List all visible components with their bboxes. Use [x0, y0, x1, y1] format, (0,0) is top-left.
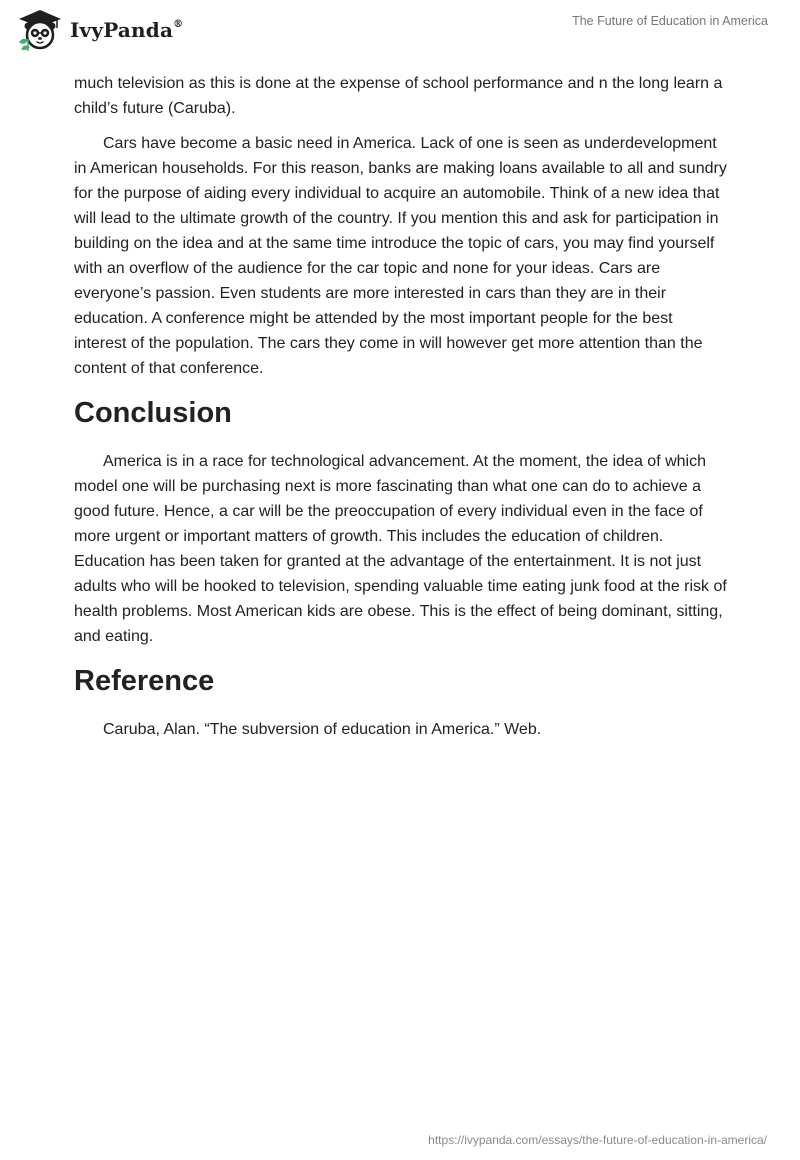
heading-conclusion: Conclusion	[74, 397, 232, 429]
page-header	[0, 0, 800, 66]
paragraph-conclusion: America is in a race for technological advancement. At the moment, the idea of which model one will be purchasing next is more fascinating than what one can do to achieve a good future. Hence, a car will be the preoccupation of every individual even in the face of more urgent or important matters of growth. This includes the education of children. Education has been taken for granted at the advantage of the entertainment. It is not just adults who will be hooked to television, spending valuable time eating junk food at the risk of health problems. Most American kids are obese. This is the effect of being dominant, sitting, and eating.	[74, 453, 727, 645]
heading-reference: Reference	[74, 665, 215, 697]
brand-name: IvyPanda®	[70, 18, 184, 42]
registered-mark: ®	[173, 19, 184, 31]
running-title: The Future of Education in America	[572, 14, 768, 28]
ivypanda-logo[interactable]	[16, 8, 183, 52]
essay-body	[74, 71, 728, 752]
source-url-link[interactable]: https://ivypanda.com/essays/the-future-of-education-in-america/	[428, 1133, 767, 1147]
reference-entry: Caruba, Alan. “The subversion of education in America.” Web.	[103, 721, 542, 738]
panda-logo-icon	[16, 8, 64, 52]
paragraph-continued: much television as this is done at the expense of school performance and n the long learn a child’s future (Caruba).	[74, 75, 723, 117]
paragraph-cars: Cars have become a basic need in America. Lack of one is seen as underdevelopment in American households. For this reason, banks are making loans available to all and sundry for the purpose of aiding every individual to acquire an automobile. Think of a new idea that will lead to the ultimate growth of the country. If you mention this and ask for participation in building on the idea and at the same time introduce the topic of cars, you may find yourself with an overflow of the audience for the car topic and none for your ideas. Cars are everyone’s passion. Even students are more interested in cars than they are in their education. A conference might be attended by the most important people for the best interest of the population. The cars they come in will however get more attention than the content of that conference.	[74, 135, 727, 377]
